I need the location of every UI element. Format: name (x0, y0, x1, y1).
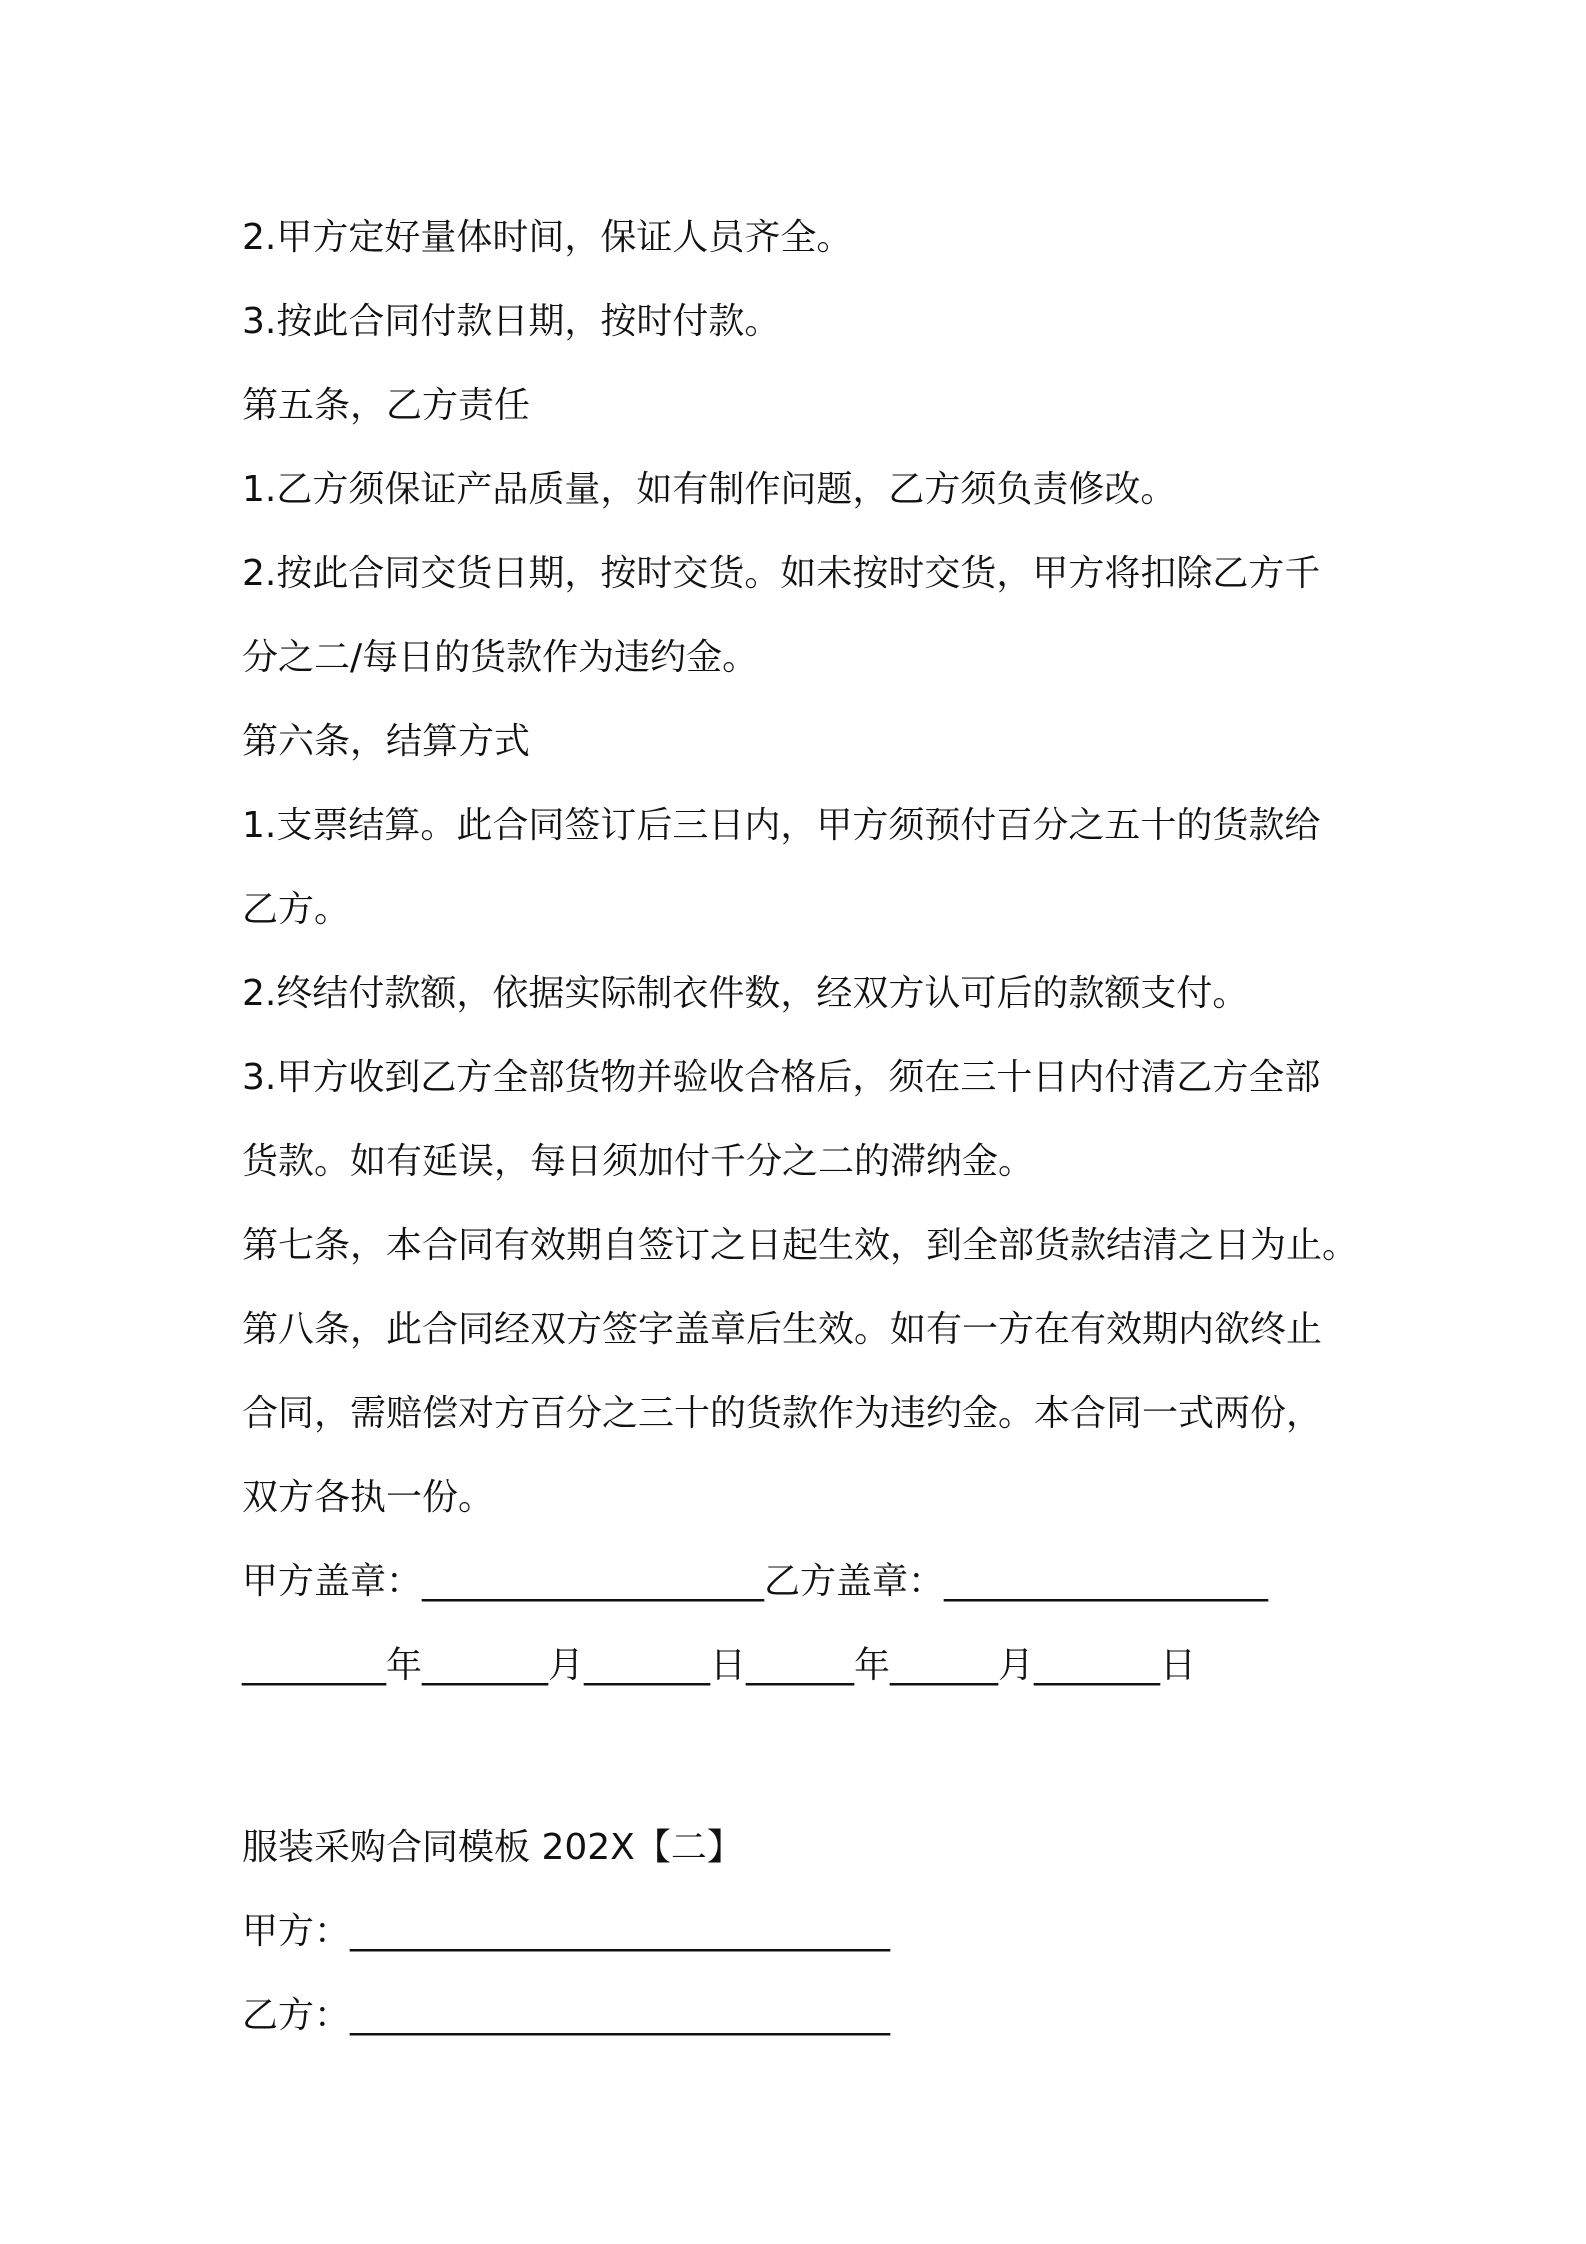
article-6-heading: 第六条，结算方式 (242, 721, 531, 762)
article-7: 第七条，本合同有效期自签订之日起生效，到全部货款结清之日为止。 (242, 1225, 1359, 1266)
article-8-line-2: 合同，需赔偿对方百分之三十的货款作为违约金。本合同一式两份， (242, 1393, 1323, 1434)
article-5-item-2-line-2: 分之二/每日的货款作为违约金。 (242, 637, 759, 678)
article-5-item-2-line-1: 2.按此合同交货日期，按时交货。如未按时交货，甲方将扣除乙方千 (242, 553, 1321, 594)
article-6-item-3-line-2: 货款。如有延误，每日须加付千分之二的滞纳金。 (242, 1141, 1035, 1182)
article-8-line-1: 第八条，此合同经双方签字盖章后生效。如有一方在有效期内欲终止 (242, 1309, 1323, 1350)
article-6-item-3-line-1: 3.甲方收到乙方全部货物并验收合格后，须在三十日内付清乙方全部 (242, 1057, 1321, 1098)
party-a-field: 甲方：______________________________ (242, 1911, 891, 1952)
article-8-line-3: 双方各执一份。 (242, 1477, 495, 1518)
article-5-item-1: 1.乙方须保证产品质量，如有制作问题，乙方须负责修改。 (242, 469, 1177, 510)
date-line: ________年_______月_______日______年______月_______日 (242, 1645, 1196, 1686)
document-page (242, 196, 1362, 2058)
article-6-item-2: 2.终结付款额，依据实际制衣件数，经双方认可后的款额支付。 (242, 973, 1249, 1014)
article-6-item-1-line-2: 乙方。 (242, 889, 351, 930)
article-5-heading: 第五条，乙方责任 (242, 385, 531, 426)
section-gap (242, 1708, 1362, 1806)
clause-2-party-a-fitting: 2.甲方定好量体时间，保证人员齐全。 (242, 217, 853, 258)
seal-line: 甲方盖章：___________________乙方盖章：__________________ (242, 1561, 1269, 1602)
article-6-item-1-line-1: 1.支票结算。此合同签订后三日内，甲方须预付百分之五十的货款给 (242, 805, 1321, 846)
party-b-field: 乙方：______________________________ (242, 1995, 891, 2036)
clause-3-party-a-payment: 3.按此合同付款日期，按时付款。 (242, 301, 781, 342)
template-2-title: 服装采购合同模板 202X【二】 (242, 1827, 743, 1868)
